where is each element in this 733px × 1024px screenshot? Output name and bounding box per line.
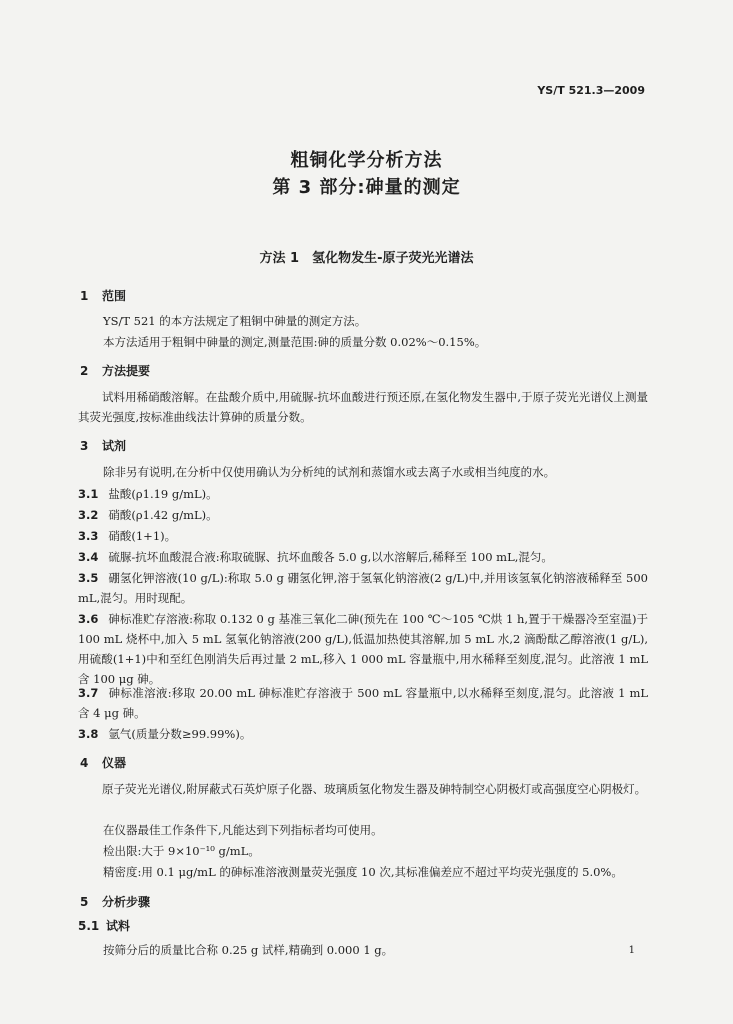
item-number: 3.5 xyxy=(78,571,99,585)
item-number: 3.8 xyxy=(78,727,99,741)
subsection-heading-sample xyxy=(78,917,130,934)
paragraph: 除非另有说明,在分析中仅使用确认为分析纯的试剂和蒸馏水或去离子水或相当纯度的水。 xyxy=(103,465,556,479)
page-number: 1 xyxy=(628,945,635,956)
document-title: 粗铜化学分析方法 xyxy=(290,150,443,171)
section-heading-principle xyxy=(80,362,150,379)
section-heading-apparatus xyxy=(80,754,126,771)
subsection-number: 5.1 xyxy=(78,919,100,933)
item-number: 3.7 xyxy=(78,686,99,700)
list-item xyxy=(78,484,648,504)
method-title: 方法 1 氢化物发生-原子荧光光谱法 xyxy=(259,251,474,266)
standard-number: YS/T 521.3—2009 xyxy=(537,84,645,97)
paragraph: 本方法适用于粗铜中砷量的测定,测量范围:砷的质量分数 0.02%～0.15%。 xyxy=(103,335,487,349)
document-subtitle: 第 3 部分:砷量的测定 xyxy=(272,177,461,198)
paragraph: 原子荧光光谱仪,附屏蔽式石英炉原子化器、玻璃质氢化物发生器及砷特制空心阴极灯或高强度空心阴极灯。 xyxy=(102,782,647,796)
paragraph: 在仪器最佳工作条件下,凡能达到下列指标者均可使用。 xyxy=(103,823,383,837)
item-number: 3.1 xyxy=(78,487,99,501)
item-number: 3.4 xyxy=(78,550,99,564)
list-item xyxy=(78,547,648,567)
section-title: 方法提要 xyxy=(102,364,151,378)
list-item xyxy=(78,505,648,525)
item-number: 3.3 xyxy=(78,529,99,543)
paragraph: YS/T 521 的本方法规定了粗铜中砷量的测定方法。 xyxy=(103,314,367,328)
section-number: 5 xyxy=(80,895,89,909)
section-title: 仪器 xyxy=(102,756,127,770)
item-text: 砷标准贮存溶液:称取 0.132 0 g 基准三氧化二砷(预先在 100 ℃～105 ℃烘 1 h,置于干燥器冷至室温)于 100 mL 烧杯中,加入 5 mL 氢氧化钠溶液(200 g/L),低温加热使其溶解,加 5 mL 水,2 滴酚酞乙醇溶液(1 g/L),用硫酸(1+1)中和至红色刚消失后再过量 2 mL,移入 1 000 mL 容量瓶中,用水稀释至刻度,混匀。此溶液 1 mL 含 100 μg 砷。 xyxy=(78,612,648,686)
section-title: 范围 xyxy=(102,289,127,303)
section-number: 1 xyxy=(80,289,89,303)
section-title: 试剂 xyxy=(102,439,127,453)
list-item xyxy=(78,609,648,689)
section-heading-procedure xyxy=(80,893,150,910)
section-number: 2 xyxy=(80,364,89,378)
section-heading-reagents xyxy=(80,437,126,454)
section-heading-scope xyxy=(80,287,126,304)
paragraph: 精密度:用 0.1 μg/mL 的砷标准溶液测量荧光强度 10 次,其标准偏差应不超过平均荧光强度的 5.0%。 xyxy=(103,865,623,879)
section-number: 3 xyxy=(80,439,89,453)
section-number: 4 xyxy=(80,756,89,770)
item-text: 硫脲-抗坏血酸混合液:称取硫脲、抗坏血酸各 5.0 g,以水溶解后,稀释至 100 mL,混匀。 xyxy=(108,550,553,564)
list-item xyxy=(78,724,648,744)
section-title: 分析步骤 xyxy=(102,895,151,909)
item-text: 盐酸(ρ1.19 g/mL)。 xyxy=(108,487,218,501)
item-number: 3.6 xyxy=(78,612,99,626)
list-item xyxy=(78,526,648,546)
list-item xyxy=(78,683,648,723)
subsection-title: 试料 xyxy=(106,919,131,933)
item-text: 硝酸(ρ1.42 g/mL)。 xyxy=(108,508,218,522)
item-text: 硝酸(1+1)。 xyxy=(108,529,177,543)
paragraph: 试料用稀硝酸溶解。在盐酸介质中,用硫脲-抗坏血酸进行预还原,在氢化物发生器中,于原子荧光光谱仪上测量其荧光强度,按标准曲线法计算砷的质量分数。 xyxy=(78,390,648,424)
item-number: 3.2 xyxy=(78,508,99,522)
item-text: 硼氢化钾溶液(10 g/L):称取 5.0 g 硼氢化钾,溶于氢氧化钠溶液(2 g/L)中,并用该氢氧化钠溶液稀释至 500 mL,混匀。用时现配。 xyxy=(78,571,648,605)
paragraph: 按筛分后的质量比合称 0.25 g 试样,精确到 0.000 1 g。 xyxy=(103,943,394,957)
paragraph: 检出限:大于 9×10⁻¹⁰ g/mL。 xyxy=(103,844,260,858)
item-text: 砷标准溶液:移取 20.00 mL 砷标准贮存溶液于 500 mL 容量瓶中,以水稀释至刻度,混匀。此溶液 1 mL 含 4 μg 砷。 xyxy=(78,686,648,720)
item-text: 氩气(质量分数≥99.99%)。 xyxy=(108,727,252,741)
list-item xyxy=(78,568,648,608)
